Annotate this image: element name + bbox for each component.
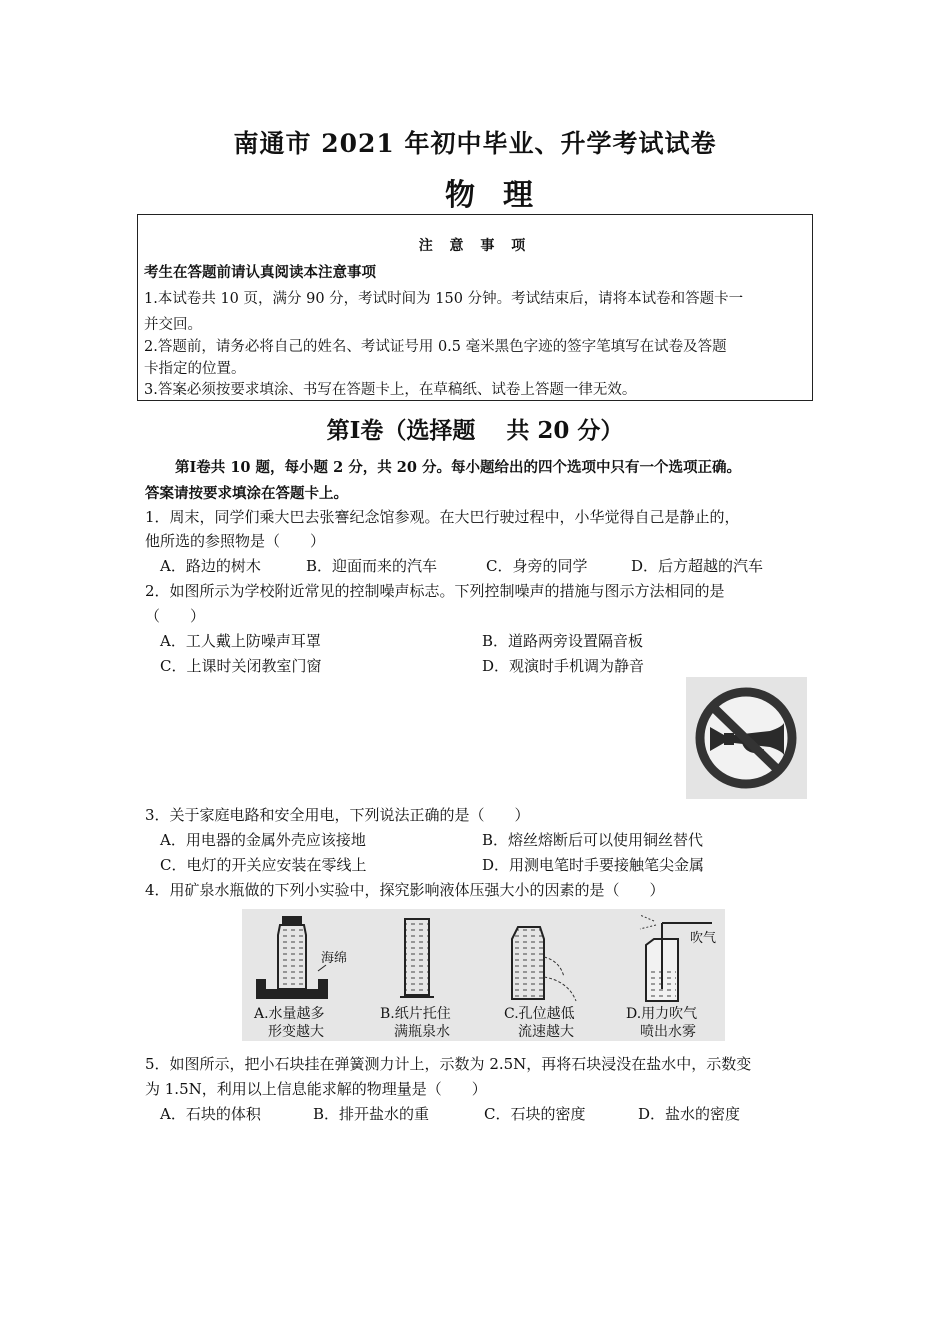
sponge-label: 海绵 — [321, 951, 348, 966]
question-2-stem: （ ） — [145, 607, 206, 625]
question-5-stem: 5．如图所示，把小石块挂在弹簧测力计上，示数为 2.5N，再将石块浸没在盐水中，示数变 — [145, 1055, 752, 1073]
caption-a-line: A.水量越多 — [254, 1006, 325, 1022]
question-3-option-b: B．熔丝熔断后可以使用铜丝替代 — [482, 831, 704, 849]
notice-box — [137, 214, 813, 401]
question-1-option-a: A．路边的树木 — [160, 557, 261, 575]
section-title: 第Ⅰ卷（选择题 共 20 分） — [326, 417, 624, 444]
section-intro-line: 答案请按要求填涂在答题卡上。 — [145, 485, 348, 502]
question-2-stem: 2．如图所示为学校附近常见的控制噪声标志。下列控制噪声的措施与图示方法相同的是 — [145, 582, 725, 600]
question-3-option-a: A．用电器的金属外壳应该接地 — [160, 831, 366, 849]
notice-lead: 考生在答题前请认真阅读本注意事项 — [144, 264, 376, 281]
notice-line: 2.答题前，请务必将自己的姓名、考试证号用 0.5 毫米黑色字迹的签字笔填写在试卷及答题 — [144, 339, 727, 355]
bottle-on-sponge-icon — [256, 916, 328, 999]
notice-line: 3.答案必须按要求填涂、书写在答题卡上，在草稿纸、试卷上答题一律无效。 — [144, 382, 637, 398]
bottle-with-card-icon — [400, 919, 434, 997]
question-5-option-a: A．石块的体积 — [160, 1105, 261, 1123]
question-2-option-b: B．道路两旁设置隔音板 — [482, 632, 644, 650]
exam-title: 南通市 2021 年初中毕业、升学考试试卷 — [233, 129, 717, 158]
question-2-option-d: D．观演时手机调为静音 — [482, 657, 645, 675]
question-3-option-c: C．电灯的开关应安装在零线上 — [160, 856, 367, 874]
question-5-stem: 为 1.5N，利用以上信息能求解的物理量是（ ） — [145, 1080, 487, 1098]
question-1-option-b: B．迎面而来的汽车 — [306, 557, 438, 575]
caption-d-line: D.用力吹气 — [626, 1006, 698, 1022]
caption-d-line: 喷出水雾 — [640, 1024, 696, 1040]
question-3-option-d: D．用测电笔时手要接触笔尖金属 — [482, 856, 705, 874]
question-1-stem: 1．周末，同学们乘大巴去张謇纪念馆参观。在大巴行驶过程中，小华觉得自己是静止的， — [145, 508, 740, 526]
bottle-with-holes-icon — [512, 927, 576, 1001]
notice-line: 并交回。 — [144, 317, 202, 333]
caption-b-line: B.纸片托住 — [380, 1006, 451, 1022]
question-1-option-c: C．身旁的同学 — [486, 557, 588, 575]
question-5-option-b: B．排开盐水的重 — [313, 1105, 430, 1123]
no-horn-sign-icon — [686, 677, 807, 799]
notice-line: 卡指定的位置。 — [144, 361, 246, 377]
question-2-option-a: A．工人戴上防噪声耳罩 — [160, 632, 321, 650]
caption-c-line: 流速越大 — [518, 1024, 574, 1040]
question-3-stem: 3．关于家庭电路和安全用电，下列说法正确的是（ ） — [145, 806, 530, 824]
bottle-experiments-figure — [242, 909, 725, 1041]
subject-title: 物理 — [445, 178, 561, 213]
notice-line: 1.本试卷共 10 页，满分 90 分，考试时间为 150 分钟。考试结束后，请将本试卷和答题卡一 — [144, 291, 744, 307]
blow-label: 吹气 — [690, 931, 717, 946]
question-2-option-c: C．上课时关闭教室门窗 — [160, 657, 322, 675]
question-1-stem: 他所选的参照物是（ ） — [145, 532, 326, 550]
caption-c-line: C.孔位越低 — [504, 1006, 575, 1022]
question-1-option-d: D．后方超越的汽车 — [631, 557, 764, 575]
question-4-stem: 4．用矿泉水瓶做的下列小实验中，探究影响液体压强大小的因素的是（ ） — [145, 881, 665, 899]
caption-b-line: 满瓶泉水 — [394, 1024, 450, 1040]
no-horn-sign-figure — [686, 677, 807, 799]
section-intro-line: 第Ⅰ卷共 10 题，每小题 2 分，共 20 分。每小题给出的四个选项中只有一个选项正确。 — [175, 459, 742, 476]
caption-a-line: 形变越大 — [268, 1024, 324, 1040]
question-5-option-d: D．盐水的密度 — [638, 1105, 741, 1123]
notice-heading: 注 意 事 项 — [418, 238, 532, 254]
question-5-option-c: C．石块的密度 — [484, 1105, 586, 1123]
